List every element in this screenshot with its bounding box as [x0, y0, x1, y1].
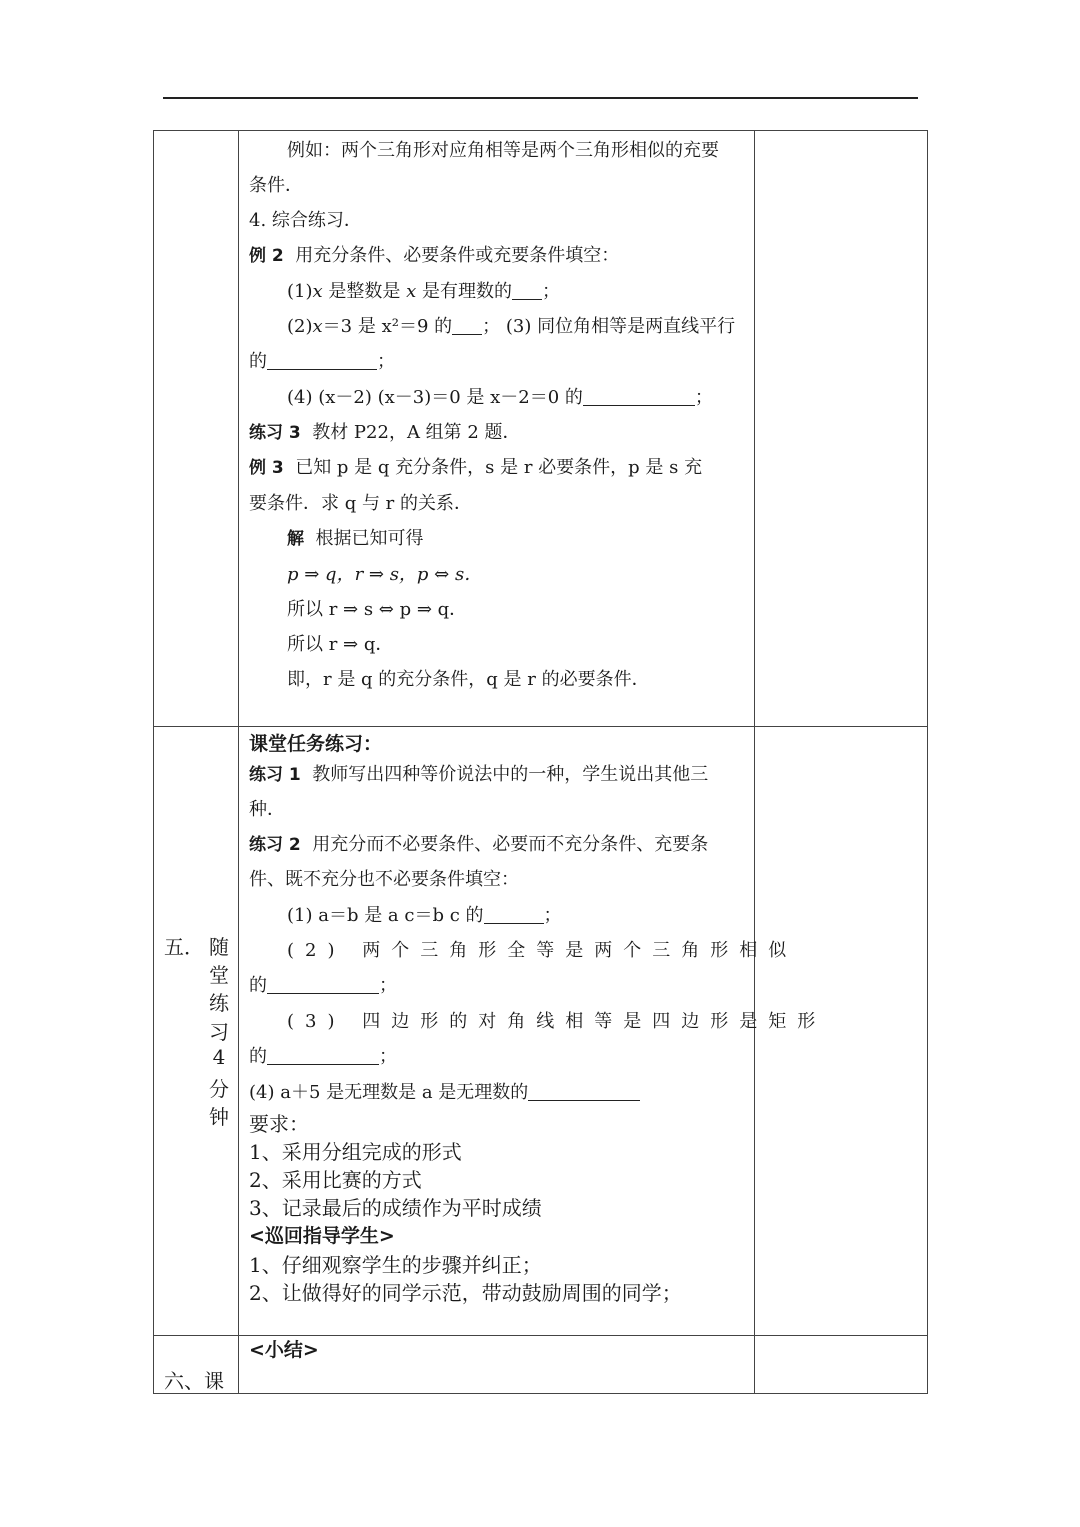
answer-blank — [528, 1082, 640, 1101]
example-3-cont: 要条件．求 q 与 r 的关系． — [249, 493, 473, 514]
stage-5-char: 堂 — [209, 963, 229, 987]
solution-line-1: p ⇒ q，r ⇒ s，p ⇔ s． — [287, 564, 483, 585]
requirement-3: 3、记录最后的成绩作为平时成绩 — [249, 1196, 542, 1220]
answer-blank — [452, 316, 482, 335]
answer-blank — [583, 387, 695, 406]
example-2-label: 例 2 — [249, 246, 284, 266]
practice-2-q3: (3) 四边形的对角线相等是四边形是矩形 — [287, 1011, 827, 1032]
guide-2: 2、让做得好的同学示范，带动鼓励周围的同学； — [249, 1281, 682, 1305]
requirement-2: 2、采用比赛的方式 — [249, 1168, 422, 1192]
example-3: 例 3 已知 p 是 q 充分条件，s 是 r 必要条件，p 是 s 充 — [249, 457, 703, 478]
practice-3: 练习 3 教材 P22，A 组第 2 题． — [249, 422, 521, 443]
stage-5-char: 随 — [209, 935, 229, 959]
solution-heading: 解 根据已知可得 — [287, 528, 424, 549]
practice-1-cont: 种． — [249, 799, 285, 820]
example-2-q2: (2)x＝3 是 x²＝9 的 ； (3) 同位角相等是两直线平行 — [287, 316, 736, 337]
stage-5-char: 练 — [209, 991, 229, 1015]
solution-line-3: 所以 r ⇒ q． — [287, 634, 394, 655]
section-5-heading: 课堂任务练习： — [249, 733, 383, 755]
answer-blank — [267, 351, 377, 370]
guide-title: <巡回指导学生> — [249, 1225, 395, 1247]
answer-blank — [512, 281, 542, 300]
solution-line-4: 即，r 是 q 的充分条件，q 是 r 的必要条件． — [287, 669, 650, 690]
example-note: 例如：两个三角形对应角相等是两个三角形相似的充要 — [287, 140, 719, 161]
answer-blank — [267, 975, 379, 994]
example-2-q4: (4) (x－2) (x－3)＝0 是 x－2＝0 的 ； — [287, 387, 713, 408]
example-note-cont: 条件． — [249, 175, 303, 196]
practice-2-q2-cont: 的 ； — [249, 975, 397, 996]
example-2-text: 用充分条件、必要条件或充要条件填空： — [295, 245, 620, 266]
example-2-q3-cont: 的 ； — [249, 351, 395, 372]
practice-2: 练习 2 用充分而不必要条件、必要而不充分条件、充要条 — [249, 834, 709, 855]
example-2-q1: (1)x 是整数是 x 是有理数的 ； — [287, 281, 561, 302]
stage-6-label: 六、课 — [164, 1369, 224, 1393]
header-rule — [163, 97, 918, 99]
col-divider-1 — [238, 131, 239, 1393]
practice-2-q1: (1) a＝b 是 a c＝b c 的 ； — [287, 905, 562, 926]
item-4: 4. 综合练习． — [249, 210, 362, 231]
requirement-1: 1、采用分组完成的形式 — [249, 1140, 462, 1164]
lesson-table — [153, 130, 928, 1394]
stage-5-char: 钟 — [209, 1105, 229, 1129]
col-divider-2 — [754, 131, 755, 1393]
practice-1: 练习 1 教师写出四种等价说法中的一种，学生说出其他三 — [249, 764, 709, 785]
practice-2-q2: (2) 两个三角形全等是两个三角形相似 — [287, 940, 798, 961]
solution-line-2: 所以 r ⇒ s ⇔ p ⇒ q． — [287, 599, 468, 620]
practice-2-cont: 件、既不充分也不必要条件填空： — [249, 869, 519, 890]
summary-heading: <小结> — [249, 1339, 319, 1361]
requirements-title: 要求： — [249, 1112, 309, 1136]
practice-2-q4: (4) a＋5 是无理数是 a 是无理数的 — [249, 1075, 640, 1110]
stage-5-char: 习 — [209, 1020, 229, 1044]
stage-5-number: 五． — [164, 935, 204, 959]
example-2 — [249, 238, 619, 274]
stage-5-char: 4 — [212, 1045, 226, 1069]
guide-1: 1、仔细观察学生的步骤并纠正； — [249, 1253, 542, 1277]
stage-5-char: 分 — [209, 1077, 229, 1101]
answer-blank — [484, 905, 544, 924]
practice-2-q3-cont: 的 ； — [249, 1046, 397, 1067]
answer-blank — [267, 1046, 379, 1065]
